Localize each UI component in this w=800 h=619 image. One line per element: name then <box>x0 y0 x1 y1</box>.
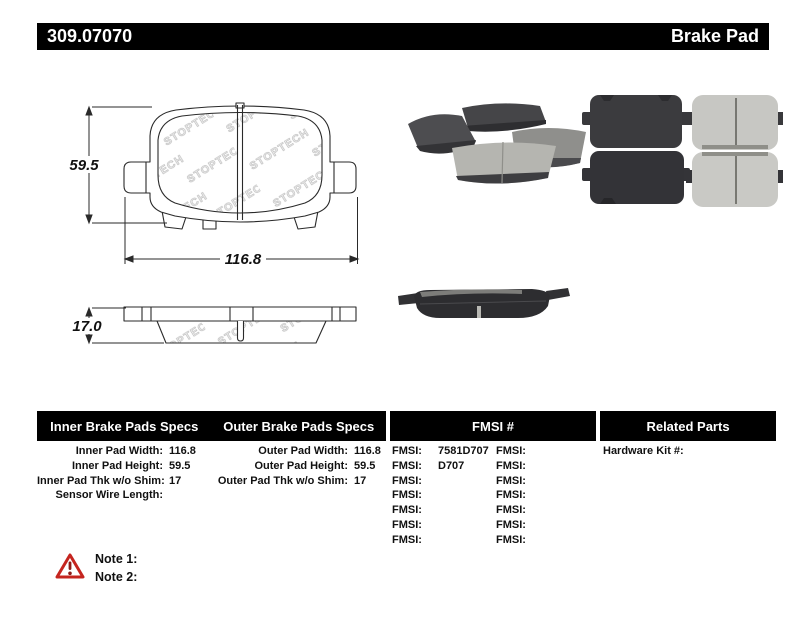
fmsi-row <box>496 518 542 533</box>
inner-specs-header: Inner Brake Pads Specs <box>50 418 199 434</box>
photo-pads-angled <box>408 103 586 183</box>
fmsi-row <box>392 474 489 489</box>
fmsi-label: FMSI: <box>392 474 422 487</box>
related-label: Hardware Kit #: <box>603 445 684 457</box>
related-parts-header: Related Parts <box>646 418 730 434</box>
spec-value: 116.8 <box>169 445 196 457</box>
fmsi-row <box>392 444 489 459</box>
fmsi-label: FMSI: <box>392 533 422 546</box>
pad-front-view-drawing <box>124 103 356 229</box>
fmsi-row <box>496 503 542 518</box>
specs-header-bar <box>37 411 386 441</box>
fmsi-label: FMSI: <box>496 489 526 502</box>
fmsi-row <box>392 518 489 533</box>
spec-value: 59.5 <box>169 459 191 472</box>
pad-width-dimension: 116.8 <box>224 251 262 268</box>
spec-value: 17 <box>169 474 182 487</box>
outer-specs-header: Outer Brake Pads Specs <box>223 418 375 434</box>
spec-row <box>37 474 196 489</box>
fmsi-label: FMSI: <box>496 533 526 546</box>
pad-height-dimension: 59.5 <box>69 157 99 174</box>
fmsi-header: FMSI # <box>472 418 514 434</box>
spec-row <box>210 444 381 459</box>
fmsi-label: FMSI: <box>496 474 526 487</box>
spec-label: Inner Pad Thk w/o Shim: <box>37 474 165 487</box>
fmsi-label: FMSI: <box>496 459 526 472</box>
fmsi-row <box>496 488 542 503</box>
fmsi-label: FMSI: <box>392 504 422 517</box>
fmsi-column-1 <box>392 444 489 548</box>
spec-row <box>210 459 381 474</box>
pad-side-view-drawing <box>124 307 356 343</box>
pad-thickness-dimension: 17.0 <box>72 318 102 335</box>
fmsi-row <box>496 533 542 548</box>
spec-value: 17 <box>354 474 367 487</box>
fmsi-row <box>496 474 542 489</box>
related-parts-column <box>603 444 690 459</box>
spec-label: Outer Pad Thk w/o Shim: <box>217 474 348 487</box>
warning-icon <box>55 552 85 580</box>
fmsi-row <box>496 459 542 474</box>
related-parts-header-bar <box>600 411 776 441</box>
fmsi-header-bar <box>390 411 596 441</box>
spec-row <box>37 488 196 503</box>
spec-label: Sensor Wire Length: <box>55 489 163 502</box>
fmsi-row <box>392 503 489 518</box>
related-row <box>603 444 690 459</box>
fmsi-column-2 <box>496 444 542 548</box>
spec-value: 59.5 <box>354 459 376 472</box>
spec-row <box>37 459 196 474</box>
note-label: Note 1: <box>95 552 138 566</box>
inner-specs-column <box>37 444 196 503</box>
fmsi-row <box>392 488 489 503</box>
fmsi-label: FMSI: <box>496 504 526 517</box>
fmsi-label: FMSI: <box>496 518 526 531</box>
photo-pad-set <box>582 95 783 207</box>
fmsi-row <box>392 533 489 548</box>
fmsi-value: D707 <box>438 459 465 472</box>
product-type-title: Brake Pad <box>670 26 759 46</box>
note-label: Note 2: <box>95 569 138 584</box>
fmsi-label: FMSI: <box>392 489 422 502</box>
photo-pad-edge <box>398 288 570 318</box>
spec-row <box>210 474 381 489</box>
outer-specs-column <box>210 444 381 488</box>
fmsi-label: FMSI: <box>392 445 422 457</box>
note-line <box>95 551 137 569</box>
fmsi-label: FMSI: <box>392 518 422 531</box>
fmsi-label: FMSI: <box>392 459 422 472</box>
spec-label: Inner Pad Height: <box>71 459 163 472</box>
note-line <box>95 569 137 587</box>
notes-section <box>95 551 137 586</box>
spec-label: Outer Pad Height: <box>254 459 348 472</box>
spec-value: 116.8 <box>354 445 381 457</box>
fmsi-value: 7581D707 <box>438 445 489 457</box>
spec-label: Inner Pad Width: <box>75 445 163 457</box>
fmsi-label: FMSI: <box>496 445 526 457</box>
fmsi-row <box>392 459 489 474</box>
spec-label: Outer Pad Width: <box>258 445 348 457</box>
fmsi-row <box>496 444 542 459</box>
part-number: 309.07070 <box>47 26 133 46</box>
spec-row <box>37 444 196 459</box>
